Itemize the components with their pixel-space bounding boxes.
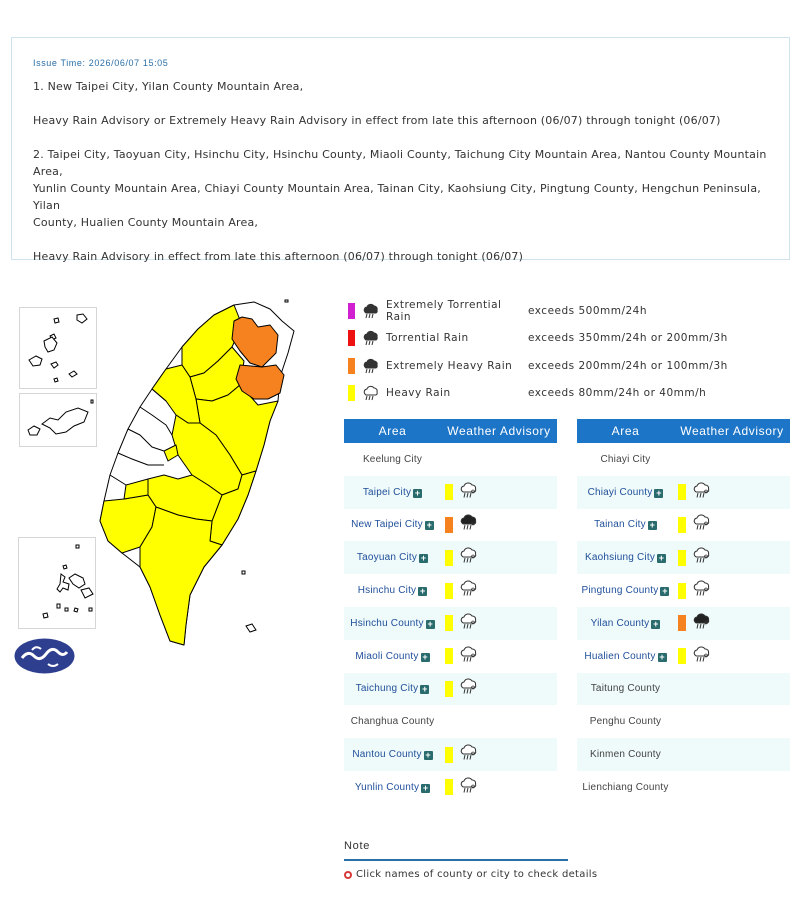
advisory-swatch [678, 615, 686, 631]
table-row [577, 705, 790, 738]
header-area: Area [378, 424, 407, 438]
area-name[interactable] [577, 618, 674, 629]
area-name [344, 716, 441, 727]
dark-rain-cloud-icon [362, 302, 380, 320]
advisory-swatch [445, 747, 453, 763]
light-rain-cloud-icon [692, 579, 712, 602]
note-item [344, 869, 644, 880]
light-rain-cloud-icon [459, 612, 479, 635]
area-name[interactable] [344, 782, 441, 793]
taiwan-advisory-map[interactable] [92, 295, 302, 655]
legend-row [348, 380, 768, 408]
area-name[interactable] [577, 651, 674, 662]
area-label[interactable]: Chiayi County [587, 486, 653, 498]
area-label[interactable]: Kaohsiung City [584, 552, 656, 564]
area-name [577, 683, 674, 694]
area-label[interactable]: Nantou County [352, 749, 422, 761]
legend-row [348, 352, 768, 380]
advisory-table-right [577, 419, 790, 804]
advisory-swatch [445, 779, 453, 795]
area-label[interactable]: Pingtung County [581, 585, 659, 597]
area-label[interactable]: Hsinchu City [357, 585, 417, 597]
bulletin-line: Heavy Rain Advisory in effect from late this afternoon (06/07) through tonight (06/07) [33, 250, 524, 263]
table-row [344, 607, 557, 640]
expand-plus-icon[interactable]: + [658, 553, 665, 564]
table-row [577, 607, 790, 640]
table-row [577, 738, 790, 771]
area-label[interactable]: Taoyuan City [356, 552, 418, 564]
area-name[interactable] [344, 749, 441, 760]
bulletin-line: 1. New Taipei City, Yilan County Mountain Area, [33, 80, 304, 93]
area-label[interactable]: Yunlin County [354, 781, 420, 793]
advisory-swatch [678, 517, 686, 533]
expand-plus-icon[interactable]: + [420, 586, 426, 597]
legend-desc: exceeds 350mm/24h or 200mm/3h [528, 332, 728, 345]
legend-swatch [348, 358, 355, 374]
legend-desc: exceeds 500mm/24h [528, 304, 648, 317]
advisory-cell [674, 579, 790, 602]
header-area: Area [611, 424, 640, 438]
advisory-cell [674, 481, 790, 504]
table-row [344, 574, 557, 607]
light-rain-cloud-icon [692, 481, 712, 504]
light-rain-cloud-icon [692, 513, 712, 536]
advisory-cell [441, 776, 557, 799]
expand-plus-icon[interactable]: + [653, 618, 659, 629]
agency-logo [14, 638, 75, 674]
area-name[interactable] [344, 487, 441, 498]
table-row [344, 705, 557, 738]
bulletin-line: Yunlin County Mountain Area, Chiayi County Mountain Area, Tainan City, Kaohsiung City, Pingtung County, Hengchun Peninsula, Yilan [33, 182, 761, 212]
area-name [577, 749, 674, 760]
advisory-cell [441, 743, 557, 766]
advisory-cell [441, 645, 557, 668]
bullet-icon [344, 871, 352, 879]
expand-plus-icon[interactable]: + [425, 750, 431, 761]
advisory-legend [348, 297, 768, 407]
area-name[interactable] [344, 585, 441, 596]
table-row [577, 443, 790, 476]
table-header [577, 419, 790, 443]
legend-swatch [348, 330, 355, 346]
advisory-cell [441, 513, 557, 536]
expand-plus-icon[interactable]: + [662, 586, 668, 597]
table-row [577, 574, 790, 607]
advisory-swatch [445, 615, 453, 631]
advisory-cell [674, 645, 790, 668]
legend-swatch [348, 303, 355, 319]
table-row [577, 476, 790, 509]
dark-rain-cloud-icon [362, 357, 380, 375]
legend-name: Extremely Heavy Rain [386, 359, 513, 372]
area-label: Kinmen County [590, 749, 661, 761]
bulletin-line: 2. Taipei City, Taoyuan City, Hsinchu City, Hsinchu County, Miaoli County, Taichung City Mountain Area, Nantou County Mountain Area, [33, 148, 767, 178]
area-label: Penghu County [589, 716, 662, 728]
expand-plus-icon[interactable]: + [420, 553, 427, 564]
advisory-cell [441, 612, 557, 635]
area-label[interactable]: Taichung City [355, 683, 419, 695]
advisory-swatch [445, 681, 453, 697]
dark-rain-cloud-icon [362, 329, 380, 347]
expand-plus-icon[interactable]: + [422, 782, 429, 793]
expand-plus-icon[interactable]: + [422, 684, 428, 695]
area-name [577, 716, 674, 727]
expand-plus-icon[interactable]: + [426, 520, 433, 531]
table-row [344, 541, 557, 574]
light-rain-cloud-icon [459, 481, 479, 504]
area-label: Changhua County [350, 716, 435, 728]
legend-name: Extremely Torrential Rain [386, 298, 502, 323]
matsu-inset-map[interactable] [19, 307, 97, 389]
area-name[interactable] [344, 519, 441, 530]
table-row [577, 541, 790, 574]
advisory-swatch [678, 550, 686, 566]
advisory-swatch [678, 648, 686, 664]
area-name [344, 454, 441, 465]
advisory-cell [674, 513, 790, 536]
header-advisory: Weather Advisory [680, 424, 784, 438]
expand-plus-icon[interactable]: + [414, 487, 421, 498]
bulletin-line: Heavy Rain Advisory or Extremely Heavy Rain Advisory in effect from late this afternoon (06/07) through tonight (06/07) [33, 114, 721, 127]
advisory-swatch [678, 484, 686, 500]
advisory-swatch [445, 583, 453, 599]
table-row [344, 738, 557, 771]
area-label[interactable]: Yilan County [590, 617, 650, 629]
area-name[interactable] [577, 552, 674, 563]
area-name[interactable] [344, 552, 441, 563]
header-advisory: Weather Advisory [447, 424, 551, 438]
table-header [344, 419, 557, 443]
area-name[interactable] [344, 683, 441, 694]
advisory-bulletin [11, 37, 790, 263]
light-rain-cloud-icon [459, 546, 479, 569]
table-row [577, 771, 790, 804]
advisory-cell [441, 677, 557, 700]
legend-desc: exceeds 200mm/24h or 100mm/3h [528, 359, 728, 372]
advisory-cell [674, 612, 790, 635]
advisory-swatch [445, 517, 453, 533]
area-label[interactable]: Hualien County [584, 650, 656, 662]
expand-plus-icon[interactable]: + [656, 487, 662, 498]
area-label: Taitung County [590, 683, 661, 695]
advisory-table-left [344, 419, 557, 804]
legend-name: Heavy Rain [386, 387, 451, 400]
table-row [577, 509, 790, 542]
kinmen-inset-map[interactable] [19, 393, 97, 447]
penghu-inset-map[interactable] [18, 537, 96, 629]
table-row [577, 640, 790, 673]
area-name[interactable] [344, 651, 441, 662]
expand-plus-icon[interactable]: + [649, 520, 656, 531]
area-label[interactable]: Miaoli County [355, 650, 419, 662]
advisory-swatch [445, 648, 453, 664]
area-label[interactable]: New Taipei City [351, 519, 423, 531]
area-label[interactable]: Hsinchu County [350, 617, 424, 629]
table-row [344, 509, 557, 542]
table-row [344, 476, 557, 509]
note-section [344, 840, 598, 880]
area-name [577, 782, 674, 793]
expand-plus-icon[interactable]: + [427, 618, 433, 629]
area-label[interactable]: Tainan City [594, 519, 646, 531]
note-text: Click names of county or city to check details [356, 869, 598, 880]
advisory-swatch [445, 484, 453, 500]
light-rain-cloud-icon [692, 645, 712, 668]
legend-row [348, 297, 768, 325]
advisory-swatch [678, 583, 686, 599]
area-name[interactable] [344, 618, 441, 629]
advisory-cell [441, 546, 557, 569]
table-row [577, 673, 790, 706]
advisory-cell [674, 546, 790, 569]
light-rain-cloud-icon [692, 546, 712, 569]
light-rain-cloud-icon [459, 776, 479, 799]
table-row [344, 771, 557, 804]
area-name [577, 454, 674, 465]
issue-time: Issue Time: 2026/06/07 15:05 [33, 58, 169, 68]
table-row [344, 640, 557, 673]
area-label: Keelung City [362, 453, 423, 465]
bulletin-line: County, Hualien County Mountain Area, [33, 216, 259, 229]
area-label: Lienchiang County [582, 781, 669, 793]
advisory-swatch [445, 550, 453, 566]
dark-rain-cloud-icon [459, 513, 479, 536]
light-rain-cloud-icon [459, 743, 479, 766]
area-label[interactable]: Taipei City [362, 486, 412, 498]
note-title: Note [344, 840, 568, 861]
light-rain-cloud-icon [459, 579, 479, 602]
advisory-cell [441, 579, 557, 602]
advisory-cell [441, 481, 557, 504]
table-row [344, 443, 557, 476]
dark-rain-cloud-icon [692, 612, 712, 635]
area-name[interactable] [577, 519, 674, 530]
area-label: Chiayi City [600, 453, 651, 465]
legend-desc: exceeds 80mm/24h or 40mm/h [528, 387, 707, 400]
light-rain-cloud-icon [459, 677, 479, 700]
table-row [344, 673, 557, 706]
legend-name: Torrential Rain [386, 332, 469, 345]
light-rain-cloud-icon [459, 645, 479, 668]
area-name[interactable] [577, 585, 674, 596]
legend-swatch [348, 385, 355, 401]
expand-plus-icon[interactable]: + [422, 651, 428, 662]
legend-row [348, 325, 768, 353]
expand-plus-icon[interactable]: + [659, 651, 665, 662]
light-rain-cloud-icon [362, 384, 380, 402]
area-name[interactable] [577, 487, 674, 498]
